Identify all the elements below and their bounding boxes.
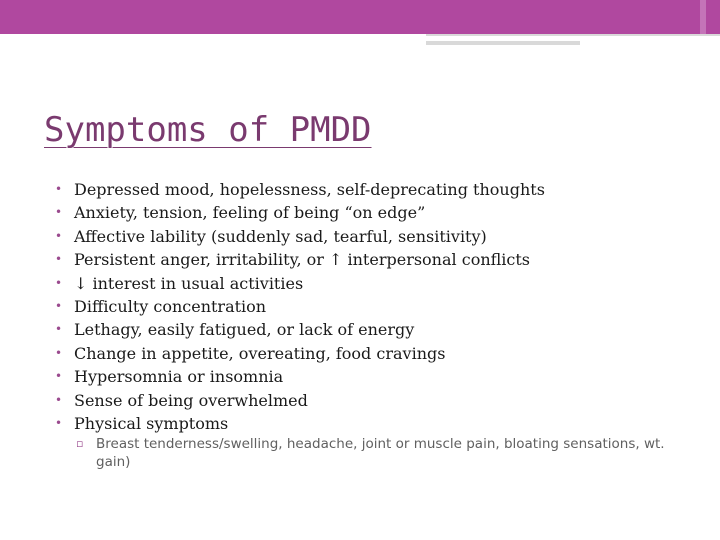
bullet-icon: • xyxy=(55,228,63,243)
list-item xyxy=(50,318,666,341)
list-item-text: Affective lability (suddenly sad, tearful, sensitivity) xyxy=(74,226,487,246)
bullet-icon: • xyxy=(55,369,63,384)
sub-list-item-text: Breast tenderness/swelling, headache, joint or muscle pain, bloating sensations, wt. gain) xyxy=(96,436,665,471)
top-band-accent xyxy=(700,0,706,34)
list-item xyxy=(50,389,666,412)
list-item-text: Depressed mood, hopelessness, self-deprecating thoughts xyxy=(74,180,545,199)
list-item xyxy=(50,295,666,318)
list-item-text: ↓ interest in usual activities xyxy=(74,273,304,293)
bullet-icon: • xyxy=(55,299,63,314)
list-item xyxy=(50,225,666,248)
list-item-text: Sense of being overwhelmed xyxy=(74,390,308,410)
sub-bullet-icon: ▫ xyxy=(76,437,84,451)
symptom-list xyxy=(50,178,666,471)
bullet-icon: • xyxy=(55,345,63,360)
bullet-icon: • xyxy=(55,322,63,337)
list-item xyxy=(50,412,666,471)
bullet-icon: • xyxy=(55,252,63,267)
list-item-text: Difficulty concentration xyxy=(74,297,267,317)
bullet-icon: • xyxy=(55,392,63,407)
list-item-text: Anxiety, tension, feeling of being “on edge” xyxy=(74,203,426,223)
bullet-icon: • xyxy=(55,205,63,220)
list-item-text: Lethagy, easily fatigued, or lack of energy xyxy=(74,320,415,340)
list-item xyxy=(50,272,666,295)
list-item-text: Physical symptoms xyxy=(74,414,229,434)
list-item-text: Hypersomnia or insomnia xyxy=(74,367,284,387)
bullet-icon: • xyxy=(55,182,63,196)
bullet-icon: • xyxy=(55,275,63,290)
list-item xyxy=(50,365,666,388)
slide-title: Symptoms of PMDD xyxy=(44,110,372,150)
list-item xyxy=(50,178,666,201)
list-item-text: Change in appetite, overeating, food cravings xyxy=(74,343,446,363)
list-item-text: Persistent anger, irritability, or ↑ interpersonal conflicts xyxy=(74,250,531,270)
top-decorative-band xyxy=(0,0,720,34)
list-item xyxy=(50,342,666,365)
list-item xyxy=(50,201,666,224)
sub-list-item xyxy=(74,435,666,471)
bullet-icon: • xyxy=(55,416,63,431)
physical-symptoms-sublist xyxy=(74,435,666,471)
list-item xyxy=(50,248,666,271)
header-rule-gap-2 xyxy=(580,41,720,45)
